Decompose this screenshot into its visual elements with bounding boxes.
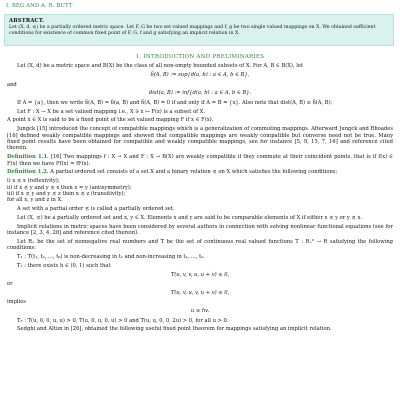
equation: u ≤ hv. — [190, 308, 210, 315]
paragraph: Let (X, ⪯) be a partially ordered set and x, y ∈ X. Elements x and y are said to be comparable elements of X if either x ⪯ y or y ⪯ x. — [17, 215, 363, 222]
paragraph: A set with a partial order ⪯ is called a partially ordered set. — [17, 206, 175, 213]
paragraph: If A = {a}, then we write δ(A, B) = δ(a, B) and δ(A, B) = 0 if and only if A = B = {x}. Also note that dist(A, B) ≤ δ(A, B). — [17, 99, 333, 106]
abstract-box — [4, 14, 394, 46]
paragraph: Let F : X → X be a set valued mapping i.e., X ∋ x ↦ F(x) is a subset of X. — [17, 108, 205, 115]
equation: T(u, v, v, u, u + v) ≤ 0, — [170, 271, 230, 278]
conditions-list — [7, 178, 393, 204]
abstract-heading: ABSTRACT. — [9, 18, 45, 24]
definition-text: [16] Two mappings f : X → X and F : X → B(X) are weakly compatible if they commute at their coincident points, that is if f(x) ∈ F(x) then we have Ff(x) = fF(x). — [7, 154, 393, 167]
condition-tail: for all x, y and z in X. — [7, 197, 63, 204]
section-title: 1. INTRODUCTION AND PRELIMINARIES — [135, 54, 265, 60]
paragraph: Let (X, d) be a metric space and B(X) be the class of all non-empty bounded subsets of X. For A, B ∈ B(X), let — [17, 63, 304, 70]
condition-t1: T₁ : T(t₁, t₂, ..., t₆) is non-decreasing in t₁ and non-increasing in t₂, ..., t₅. — [17, 254, 205, 261]
condition-t2: T₂ : there exists h ∈ (0, 1) such that — [17, 263, 111, 270]
paragraph: Sedghi and Altun in [26], obtained the following useful fixed point theorem for mappings satisfying an implicit relation. — [17, 326, 332, 333]
connector-text: implies — [7, 299, 26, 306]
paragraph: Implicit relations in metric spaces have been considered by several authors in connection with solving nonlinear functional equations (see for instance [2, 3, 4, 28] and reference cited therein). — [7, 223, 393, 237]
paper-body — [7, 54, 393, 335]
definition-1-2 — [7, 169, 393, 175]
connector-text: and — [7, 81, 17, 88]
running-header: I. BEG AND A. R. BUTT — [6, 3, 73, 9]
connector-text: or — [7, 281, 13, 288]
condition-item: iii) if x ⪯ y and y ⪯ z then x ⪯ z (transitivity); — [7, 191, 126, 198]
condition-item: i) x ⪯ x (reflexivity); — [7, 178, 60, 185]
definition-label: Definition 1.1. — [7, 154, 49, 161]
condition-t3: T₃ : T(u, 0, 0, u, u) > 0, T(u, 0, u, 0, u) > 0 and T(u, u, 0, 0, 2u) > 0, for all u > 0. — [17, 317, 229, 324]
equation: δ(A, B) := sup{d(a, b) : a ∈ A, b ∈ B}, — [150, 72, 250, 79]
definition-label: Definition 1.2. — [7, 169, 49, 176]
paragraph: Let R₊ be the set of nonnegative real numbers and T be the set of continuous real valued functions T : R₊⁶ → R satisfying the following conditions: — [7, 239, 393, 252]
paragraph: A point x ∈ X is said to be a fixed point of the set valued mapping F if x ∈ F(x). — [7, 117, 214, 124]
definition-text: A partial ordered set consists of a set X and a binary relation ⪯ on X which satisfies the following conditions: — [50, 169, 338, 176]
condition-item: ii) if x ⪯ y and y ⪯ x then x = y (antisymmetry); — [7, 184, 132, 191]
equation: dist(a, B) := inf{d(a, b) : a ∈ A, b ∈ B}. — [148, 90, 252, 97]
equation: T(u, v, u, v, u + v) ≤ 0, — [170, 290, 230, 297]
definition-1-1 — [7, 154, 393, 167]
paragraph: Jungck [15] introduced the concept of compatible mappings which is a generalization of commuting mappings. Afterward Jungck and Rhoades [16] defined weakly compatible mappings and showed that compatible mappings are weakly compatible but converse need not be true. Many fixed point results have been obtained for compatible and weakly compatible mappings, see for instance [5, 9, 15, 7, 16] and reference cited therein. — [7, 126, 393, 152]
abstract-text: Let (X, d, ⪯) be a partially ordered metric space. Let F, G be two set valued mappings and f, g be two single valued mappings on X. We obtained sufficient conditions for existence of common fixed point of F, G, f and g satisfying an implicit relation in X. — [9, 25, 376, 36]
